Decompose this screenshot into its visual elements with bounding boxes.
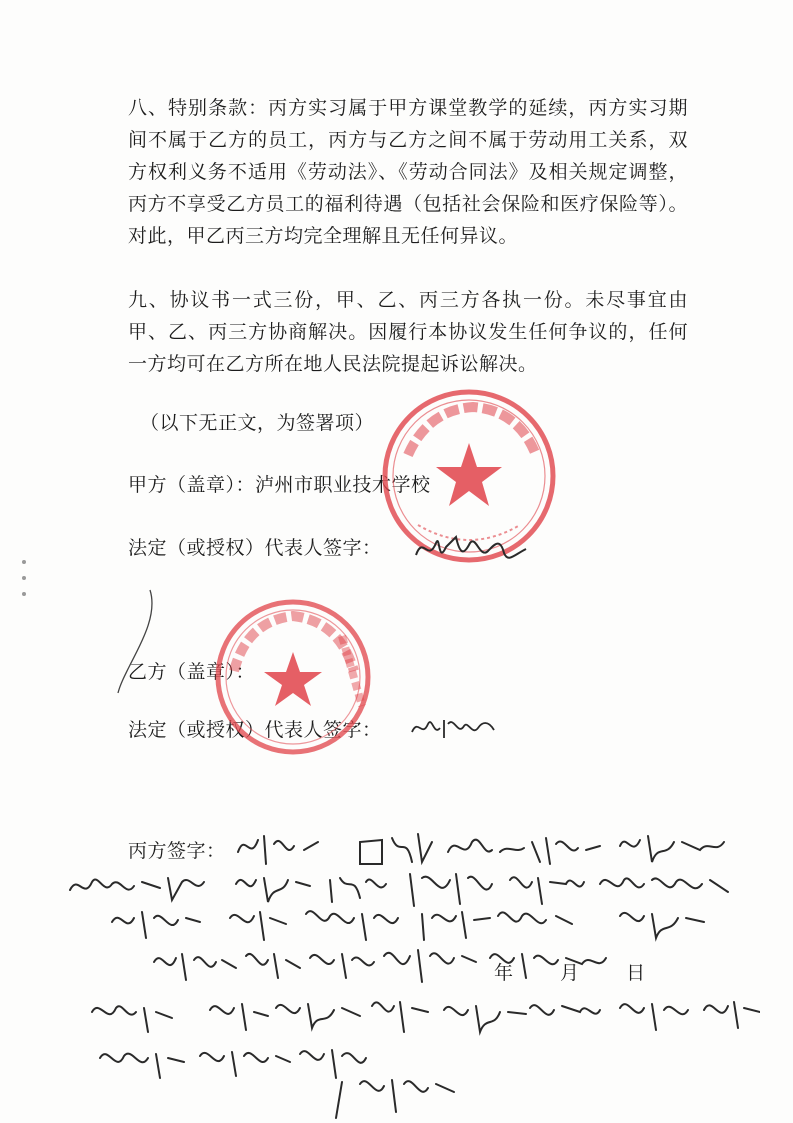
- company-seal-icon: [212, 596, 374, 758]
- party-a-name: 泸州市职业技术学校: [255, 474, 431, 496]
- rep-a-signature-icon: [408, 525, 528, 570]
- no-text-note: （以下无正文，为签署项）: [140, 412, 375, 434]
- date-row: 年 月 日: [494, 962, 646, 984]
- clause-eight: 八、特别条款：丙方实习属于甲方课堂教学的延续，丙方实习期间不属于乙方的员工，丙方与乙方之间不属于劳动用工关系，双方权利义务不适用《劳动法》、《劳动合同法》及相关规定调整，丙方不享受乙方员工的福利待遇（包括社会保险和医疗保险等）。对此，甲乙丙三方均完全理解且无任何异议。: [128, 97, 688, 247]
- clause-nine: 九、协议书一式三份，甲、乙、丙三方各执一份。未尽事宜由甲、乙、丙三方协商解决。因履行本协议发生任何争议的，任何一方均可在乙方所在地人民法院提起诉讼解决。: [128, 289, 688, 375]
- party-a-rep-line: 法定（或授权）代表人签字：: [128, 537, 382, 559]
- party-b-line: 乙方（盖章）：: [128, 661, 256, 683]
- party-c-signatures-icon: [60, 822, 760, 1122]
- stray-pen-mark-icon: [110, 585, 170, 695]
- rep-b-signature-icon: [408, 710, 498, 744]
- party-a-label: 甲方（盖章）：: [128, 474, 256, 496]
- party-c-line: 丙方签字：: [128, 840, 226, 862]
- party-b-rep-line: 法定（或授权）代表人签字：: [128, 719, 382, 741]
- margin-dots: [22, 560, 26, 608]
